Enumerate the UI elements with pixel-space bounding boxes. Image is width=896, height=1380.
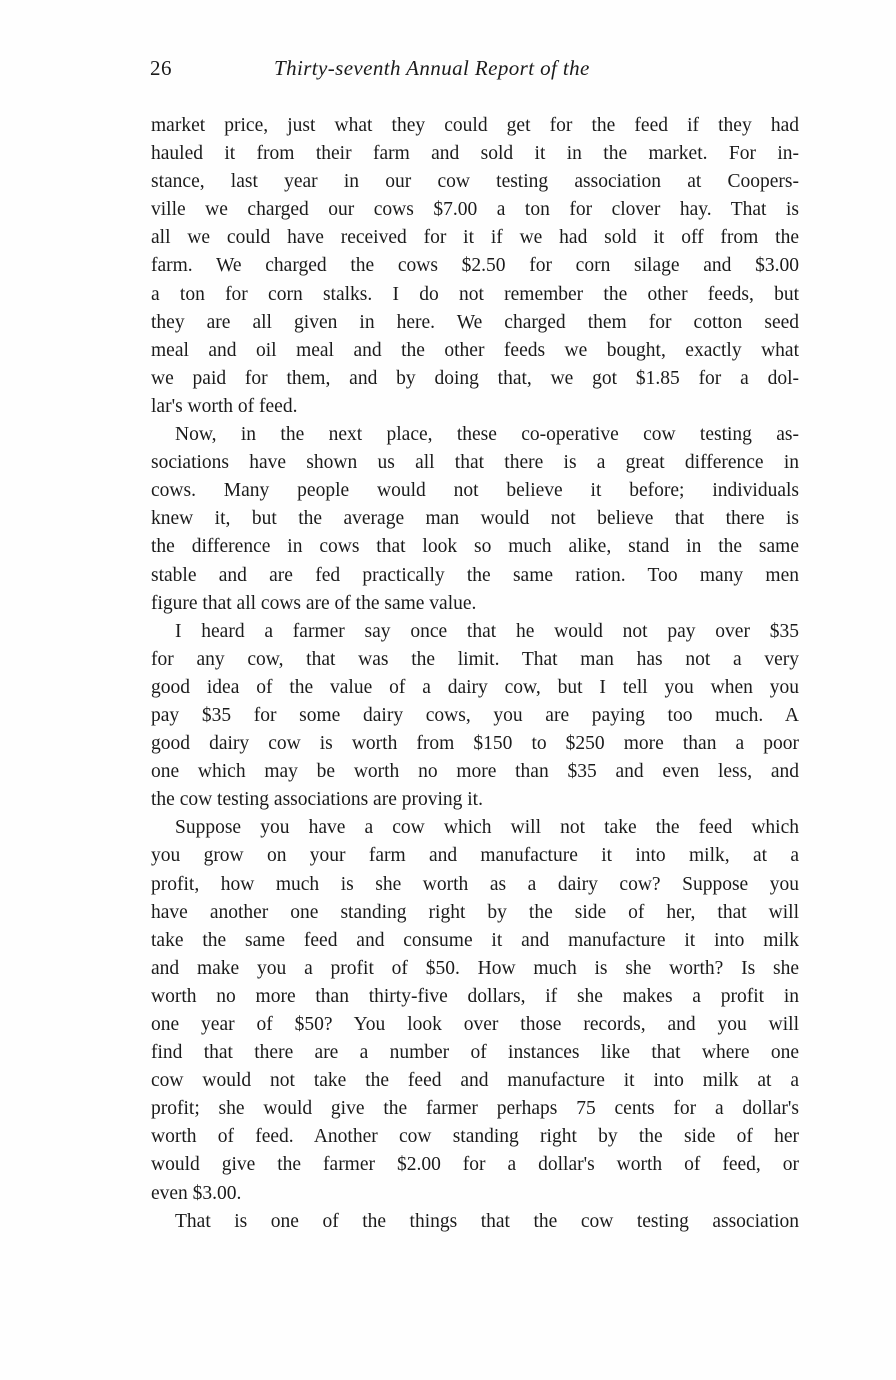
text-line: cows. Many people would not believe it before; individuals [151, 480, 799, 502]
running-title: Thirty-seventh Annual Report of the [274, 56, 590, 80]
text-line: take the same feed and consume it and manufacture it into milk [151, 929, 799, 951]
paragraph [151, 421, 799, 618]
paragraph [151, 618, 799, 815]
text-line: the cow testing associations are proving it. [151, 789, 483, 811]
text-line: sociations have shown us all that there is a great difference in [151, 452, 799, 474]
body-text [151, 112, 799, 1236]
text-line: all we could have received for it if we had sold it off from the [151, 227, 799, 249]
text-line: for any cow, that was the limit. That man has not a very [151, 648, 799, 670]
text-line: figure that all cows are of the same value. [151, 592, 477, 614]
text-line: you grow on your farm and manufacture it into milk, at a [151, 845, 799, 867]
text-line: pay $35 for some dairy cows, you are paying too much. A [151, 704, 799, 726]
text-line: the difference in cows that look so much alike, stand in the same [151, 536, 799, 558]
paragraph [151, 1208, 799, 1236]
text-line: worth no more than thirty-five dollars, if she makes a profit in [151, 985, 799, 1007]
text-line: cow would not take the feed and manufacture it into milk at a [151, 1070, 799, 1092]
text-line: good idea of the value of a dairy cow, but I tell you when you [151, 676, 799, 698]
text-line: market price, just what they could get for the feed if they had [151, 115, 799, 136]
running-header [150, 56, 800, 86]
text-line: meal and oil meal and the other feeds we bought, exactly what [151, 339, 799, 361]
paragraph [151, 814, 799, 1207]
text-line: and make you a profit of $50. How much is she worth? Is she [151, 957, 799, 979]
page-number: 26 [150, 56, 172, 80]
text-line: knew it, but the average man would not believe that there is [151, 508, 799, 530]
text-line: profit; she would give the farmer perhaps 75 cents for a dollar's [151, 1098, 799, 1120]
text-line: have another one standing right by the side of her, that will [151, 901, 799, 923]
paragraph [151, 112, 799, 421]
text-line: I heard a farmer say once that he would not pay over $35 [175, 620, 799, 642]
text-line: Now, in the next place, these co-operative cow testing as- [175, 424, 799, 446]
text-line: would give the farmer $2.00 for a dollar's worth of feed, or [151, 1154, 799, 1176]
text-line: a ton for corn stalks. I do not remember the other feeds, but [151, 283, 799, 305]
text-line: even $3.00. [151, 1182, 242, 1204]
text-line: lar's worth of feed. [151, 395, 298, 417]
text-line: one which may be worth no more than $35 and even less, and [151, 761, 799, 783]
text-line: worth of feed. Another cow standing right by the side of her [151, 1126, 799, 1148]
text-line: Suppose you have a cow which will not take the feed which [175, 817, 799, 839]
text-line: hauled it from their farm and sold it in the market. For in- [151, 143, 799, 165]
text-line: find that there are a number of instances like that where one [151, 1042, 799, 1064]
text-line: stable and are fed practically the same ration. Too many men [151, 564, 799, 586]
text-line: good dairy cow is worth from $150 to $250 more than a poor [151, 733, 799, 755]
text-line: they are all given in here. We charged them for cotton seed [151, 311, 799, 333]
text-line: ville we charged our cows $7.00 a ton for clover hay. That is [151, 199, 799, 221]
text-line: farm. We charged the cows $2.50 for corn silage and $3.00 [151, 255, 799, 277]
text-line: profit, how much is she worth as a dairy cow? Suppose you [151, 873, 799, 895]
text-line: stance, last year in our cow testing association at Coopers- [151, 171, 799, 193]
text-line: we paid for them, and by doing that, we got $1.85 for a dol- [151, 367, 799, 389]
text-line: one year of $50? You look over those records, and you will [151, 1014, 799, 1035]
text-line: That is one of the things that the cow testing association [175, 1210, 799, 1232]
